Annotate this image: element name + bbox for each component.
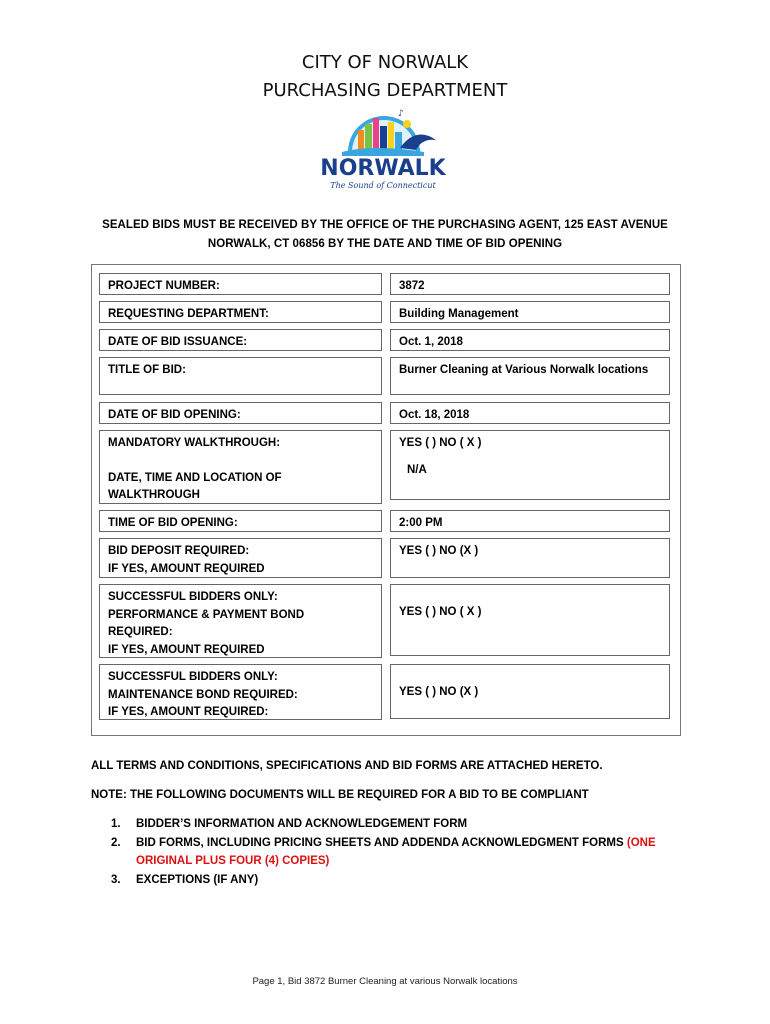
list-item: BIDDER’S INFORMATION AND ACKNOWLEDGEMENT FORM xyxy=(136,818,468,830)
opening-date-label: DATE OF BID OPENING: xyxy=(99,402,382,424)
list-item xyxy=(136,835,656,853)
maintenance-bond-label-3: IF YES, AMOUNT REQUIRED: xyxy=(108,706,269,718)
page-title: CITY OF NORWALK xyxy=(301,52,469,73)
requesting-department-value: Building Management xyxy=(390,301,670,323)
walkthrough-sub-value: N/A xyxy=(407,463,427,476)
walkthrough-label: MANDATORY WALKTHROUGH: xyxy=(108,437,281,449)
compliance-note: NOTE: THE FOLLOWING DOCUMENTS WILL BE REQUIRED FOR A BID TO BE COMPLIANT xyxy=(91,789,589,801)
opening-date-value: Oct. 18, 2018 xyxy=(390,402,670,424)
list-number: 2. xyxy=(111,837,121,849)
svg-text:♪: ♪ xyxy=(398,109,404,119)
logo-wordmark: NORWALK xyxy=(320,156,446,181)
terms-attached: ALL TERMS AND CONDITIONS, SPECIFICATIONS AND BID FORMS ARE ATTACHED HERETO. xyxy=(91,760,603,772)
walkthrough-sub-label-2: WALKTHROUGH xyxy=(108,489,200,501)
norwalk-logo xyxy=(312,104,454,194)
notice-line-1: SEALED BIDS MUST BE RECEIVED BY THE OFFICE OF THE PURCHASING AGENT, 125 EAST AVENUE xyxy=(102,219,668,231)
notice-line-2: NORWALK, CT 06856 BY THE DATE AND TIME OF BID OPENING xyxy=(207,238,563,250)
walkthrough-sub-label-1: DATE, TIME AND LOCATION OF xyxy=(108,471,282,484)
walkthrough-label-box xyxy=(99,430,382,504)
bid-title-label: TITLE OF BID: xyxy=(99,357,382,395)
performance-bond-label-box xyxy=(99,584,382,658)
bid-deposit-label-2: IF YES, AMOUNT REQUIRED xyxy=(108,562,265,575)
maintenance-bond-label-2: MAINTENANCE BOND REQUIRED: xyxy=(108,688,298,701)
performance-bond-label-2: PERFORMANCE & PAYMENT BOND xyxy=(108,608,305,621)
list-number: 1. xyxy=(111,818,121,830)
list-item: EXCEPTIONS (IF ANY) xyxy=(136,874,259,886)
page-footer: Page 1, Bid 3872 Burner Cleaning at various Norwalk locations xyxy=(252,976,518,987)
walkthrough-value-box xyxy=(390,430,670,500)
issuance-date-value: Oct. 1, 2018 xyxy=(390,329,670,351)
maintenance-bond-label-box xyxy=(99,664,382,720)
walkthrough-value: YES ( ) NO ( X ) xyxy=(399,437,482,449)
opening-time-label: TIME OF BID OPENING: xyxy=(99,510,382,532)
list-number: 3. xyxy=(111,874,121,886)
bid-deposit-label-box xyxy=(99,538,382,578)
project-number-value: 3872 xyxy=(390,273,670,295)
bid-title-value: Burner Cleaning at Various Norwalk locations xyxy=(390,357,670,395)
project-number-label: PROJECT NUMBER: xyxy=(99,273,382,295)
list-item-red-text: (ONE xyxy=(626,837,656,849)
opening-time-value: 2:00 PM xyxy=(390,510,670,532)
performance-bond-label-3: REQUIRED: xyxy=(108,626,173,638)
logo-tagline: The Sound of Connecticut xyxy=(330,181,436,190)
bid-deposit-value: YES ( ) NO (X ) xyxy=(390,538,670,578)
performance-bond-label-1: SUCCESSFUL BIDDERS ONLY: xyxy=(108,591,278,603)
maintenance-bond-label-1: SUCCESSFUL BIDDERS ONLY: xyxy=(108,671,278,683)
requesting-department-label: REQUESTING DEPARTMENT: xyxy=(99,301,382,323)
page-subtitle: PURCHASING DEPARTMENT xyxy=(262,80,508,101)
bid-deposit-label-1: BID DEPOSIT REQUIRED: xyxy=(108,545,250,557)
performance-bond-value: YES ( ) NO ( X ) xyxy=(390,584,670,656)
list-item-red-continuation: ORIGINAL PLUS FOUR (4) COPIES) xyxy=(136,855,330,867)
issuance-date-label: DATE OF BID ISSUANCE: xyxy=(99,329,382,351)
performance-bond-label-4: IF YES, AMOUNT REQUIRED xyxy=(108,643,265,656)
maintenance-bond-value: YES ( ) NO (X ) xyxy=(390,664,670,719)
list-item-text: BID FORMS, INCLUDING PRICING SHEETS AND ADDENDA ACKNOWLEDGMENT FORMS xyxy=(136,837,627,849)
